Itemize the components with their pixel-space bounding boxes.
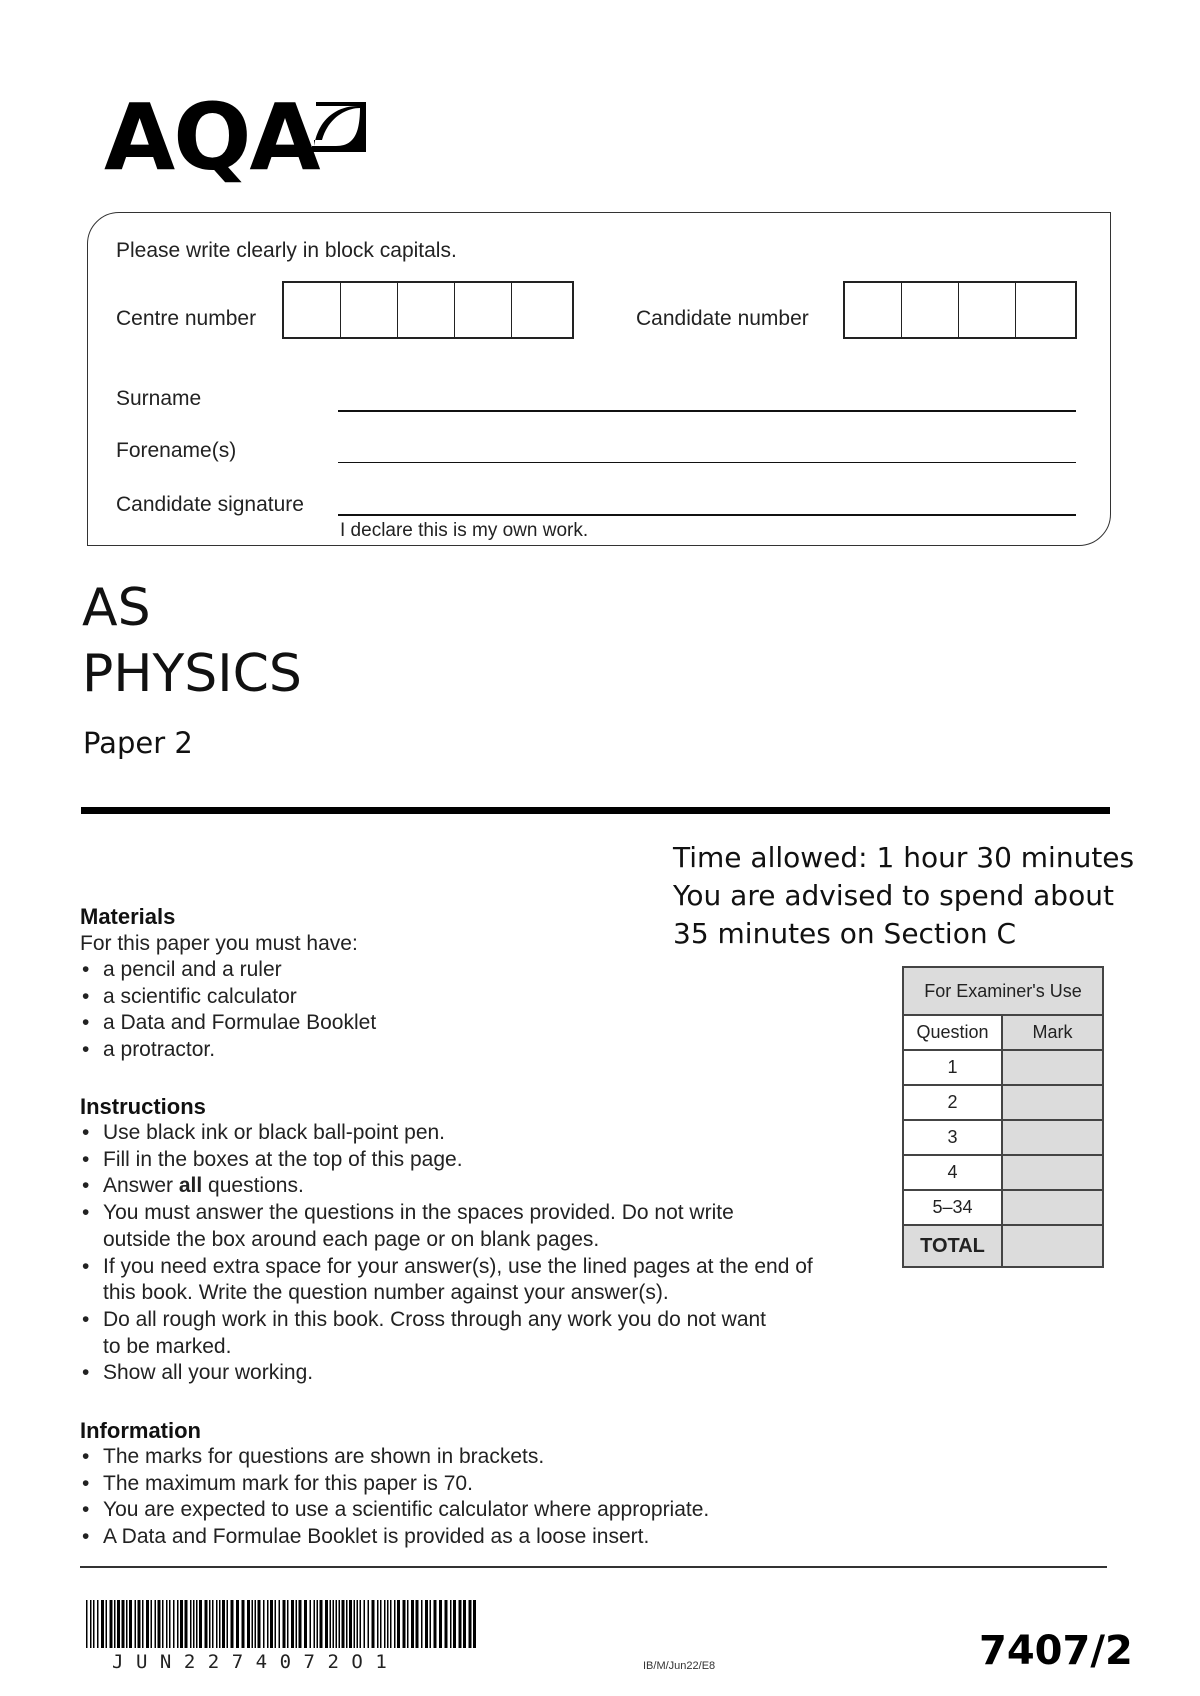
barcode-bar (283, 1600, 286, 1648)
logo-text: AQA (104, 84, 319, 191)
time-line-2: You are advised to spend about (673, 879, 1114, 912)
barcode-bar (185, 1600, 188, 1648)
barcode-bar (372, 1600, 375, 1648)
barcode-bar (126, 1600, 128, 1648)
barcode-bar (142, 1600, 144, 1648)
barcode-bar (117, 1600, 120, 1648)
reference-code: IB/M/Jun22/E8 (643, 1660, 716, 1672)
barcode-bar (364, 1600, 366, 1648)
surname-field[interactable] (338, 410, 1076, 412)
barcode-bar (314, 1600, 316, 1648)
barcode-bar (199, 1600, 202, 1648)
list-item (80, 1307, 880, 1360)
candidate-digit-box[interactable] (845, 283, 902, 337)
total-label: TOTAL (903, 1225, 1002, 1267)
barcode-bar (291, 1600, 294, 1648)
barcode-bar (110, 1600, 113, 1648)
barcode-bar (299, 1600, 302, 1648)
centre-digit-box[interactable] (512, 283, 569, 337)
text-line: • You must answer the questions in the spaces provided. Do not write (103, 1201, 734, 1225)
heading-divider (81, 807, 1110, 814)
information-heading: Information (80, 1418, 201, 1443)
leaf-icon (308, 96, 370, 158)
barcode-bar (445, 1600, 448, 1648)
barcode-bar (473, 1600, 476, 1648)
barcode-bar (416, 1600, 419, 1648)
barcode-bar (97, 1600, 99, 1648)
text-span: Answer (103, 1174, 179, 1198)
barcode-bar (101, 1600, 104, 1648)
barcode-bar (463, 1600, 466, 1648)
total-mark-cell (1002, 1225, 1103, 1267)
barcode-bar (453, 1600, 456, 1648)
barcode-bar (387, 1600, 389, 1648)
forename-label: Forename(s) (116, 439, 237, 462)
barcode-bar (384, 1600, 386, 1648)
barcode-bar (151, 1600, 153, 1648)
examiner-heading: For Examiner's Use (903, 967, 1103, 1015)
barcode-bar (180, 1600, 183, 1648)
barcode-bar (252, 1600, 254, 1648)
barcode-bar (317, 1600, 319, 1648)
list-item: • The marks for questions are shown in brackets. (80, 1444, 880, 1471)
candidate-digit-box[interactable] (959, 283, 1016, 337)
list-item: • A Data and Formulae Booklet is provided as a loose insert. (80, 1524, 880, 1551)
barcode-bar (138, 1600, 141, 1648)
question-number: 4 (903, 1155, 1002, 1190)
list-item: • a scientific calculator (80, 984, 840, 1011)
barcode-bar (122, 1600, 125, 1648)
barcode-bar (430, 1600, 432, 1648)
table-row (903, 1190, 1103, 1225)
barcode-bar (342, 1600, 345, 1648)
list-item: • Show all your working. (80, 1360, 880, 1387)
barcode-bar (196, 1600, 198, 1648)
signature-field[interactable] (338, 514, 1076, 516)
barcode-bar (469, 1600, 472, 1648)
paper-title: Paper 2 (83, 726, 193, 760)
barcode-bar (279, 1600, 281, 1648)
list-item: • a protractor. (80, 1037, 840, 1064)
materials-list (80, 957, 840, 1064)
qualification-level: AS (82, 578, 151, 638)
materials-heading: Materials (80, 904, 176, 929)
centre-digit-box[interactable] (455, 283, 512, 337)
candidate-digit-box[interactable] (902, 283, 959, 337)
barcode-bar (407, 1600, 409, 1648)
barcode-bar (231, 1600, 234, 1648)
barcode-bar (216, 1600, 218, 1648)
list-item (80, 1254, 880, 1307)
surname-label: Surname (116, 387, 202, 410)
list-item: • Fill in the boxes at the top of this page. (80, 1147, 880, 1174)
centre-digit-box[interactable] (341, 283, 398, 337)
barcode-bar (258, 1600, 261, 1648)
instructions-section (80, 1094, 880, 1387)
list-item (80, 1173, 880, 1200)
text-line: to be marked. (103, 1334, 232, 1358)
barcode-bar (212, 1600, 214, 1648)
declaration-text: I declare this is my own work. (340, 520, 589, 541)
centre-number-label: Centre number (116, 307, 257, 330)
information-list (80, 1444, 880, 1551)
barcode-bar (333, 1600, 335, 1648)
barcode-bar (368, 1600, 370, 1648)
mark-cell (1002, 1155, 1103, 1190)
barcode-bar (93, 1600, 95, 1648)
barcode-bar (190, 1600, 192, 1648)
time-line-3: 35 minutes on Section C (673, 917, 1017, 950)
barcode-bar (169, 1600, 171, 1648)
barcode-bar (205, 1600, 208, 1648)
barcode-bar (86, 1600, 88, 1648)
barcode-bar (330, 1600, 332, 1648)
instructions-list (80, 1120, 880, 1387)
text-line: this book. Write the question number against your answer(s). (103, 1281, 669, 1305)
barcode-bar (177, 1600, 179, 1648)
barcode-bar (247, 1600, 250, 1648)
list-item: • The maximum mark for this paper is 70. (80, 1471, 880, 1498)
barcode-bar (403, 1600, 406, 1648)
barcode-bar (158, 1600, 161, 1648)
barcode-bar (411, 1600, 414, 1648)
paper-code: 7407/2 (979, 1628, 1133, 1674)
centre-digit-box[interactable] (284, 283, 341, 337)
text-span: questions. (202, 1174, 304, 1198)
barcode-bar (270, 1600, 273, 1648)
block-capitals-instruction: Please write clearly in block capitals. (116, 239, 457, 262)
list-item (80, 1200, 880, 1253)
forename-field[interactable] (338, 462, 1076, 463)
centre-number-boxes[interactable] (282, 281, 574, 339)
text-line: outside the box around each page or on blank pages. (103, 1227, 600, 1251)
candidate-number-label: Candidate number (636, 307, 809, 330)
table-row (903, 1085, 1103, 1120)
list-item: • a Data and Formulae Booklet (80, 1010, 840, 1037)
information-section (80, 1418, 880, 1551)
barcode-bar (310, 1600, 312, 1648)
barcode-bar (275, 1600, 277, 1648)
question-number: 3 (903, 1120, 1002, 1155)
barcode-bar (287, 1600, 289, 1648)
barcode-bar (434, 1600, 437, 1648)
barcode-bar (135, 1600, 137, 1648)
barcode-bar (146, 1600, 149, 1648)
barcode-bar (114, 1600, 116, 1648)
barcode-bar (439, 1600, 442, 1648)
emphasis-all: all (178, 1174, 203, 1198)
barcode-bar (255, 1600, 257, 1648)
barcode-bar (162, 1600, 164, 1648)
table-row (903, 1155, 1103, 1190)
question-number: 2 (903, 1085, 1002, 1120)
barcode-bar (320, 1600, 323, 1648)
barcode-bar (339, 1600, 341, 1648)
barcode-bar (394, 1600, 396, 1648)
barcode-bar (425, 1600, 428, 1648)
barcode-bar (106, 1600, 108, 1648)
materials-intro: For this paper you must have: (80, 932, 358, 955)
total-row (903, 1225, 1103, 1267)
barcode-bar (155, 1600, 157, 1648)
barcode-bar (209, 1600, 211, 1648)
question-column-header: Question (903, 1015, 1002, 1050)
barcode-bar (459, 1600, 462, 1648)
materials-section (80, 904, 840, 1064)
barcode-bar (166, 1600, 168, 1648)
mark-cell (1002, 1120, 1103, 1155)
table-row (903, 1120, 1103, 1155)
mark-column-header: Mark (1002, 1015, 1103, 1050)
aqa-logo (104, 84, 319, 191)
candidate-digit-box[interactable] (1016, 283, 1073, 337)
barcode-bar (377, 1600, 379, 1648)
question-number: 5–34 (903, 1190, 1002, 1225)
barcode-bar (336, 1600, 338, 1648)
barcode-bar (380, 1600, 382, 1648)
barcode-bar (219, 1600, 221, 1648)
mark-cell (1002, 1050, 1103, 1085)
barcode-bar (129, 1600, 132, 1648)
barcode-bar (173, 1600, 175, 1648)
examiner-use-table (902, 966, 1104, 1268)
barcode-bar (242, 1600, 245, 1648)
barcode-bar (397, 1600, 400, 1648)
barcode-bar (263, 1600, 265, 1648)
barcode-bar (349, 1600, 352, 1648)
mark-cell (1002, 1085, 1103, 1120)
time-line-1: Time allowed: 1 hour 30 minutes (673, 841, 1135, 874)
barcode-bar (421, 1600, 423, 1648)
barcode-bar (193, 1600, 195, 1648)
barcode-bar (357, 1600, 359, 1648)
barcode-bar (236, 1600, 239, 1648)
list-item: • Use black ink or black ball-point pen. (80, 1120, 880, 1147)
candidate-number-boxes[interactable] (843, 281, 1077, 339)
barcode-bar (304, 1600, 307, 1648)
list-item: • You are expected to use a scientific calculator where appropriate. (80, 1497, 880, 1524)
mark-cell (1002, 1190, 1103, 1225)
barcode-bar (267, 1600, 269, 1648)
question-number: 1 (903, 1050, 1002, 1085)
text-line: • If you need extra space for your answer(s), use the lined pages at the end of (103, 1254, 813, 1278)
barcode-bar (450, 1600, 452, 1648)
barcode-bar (360, 1600, 362, 1648)
signature-label: Candidate signature (116, 493, 304, 516)
barcode-bar (296, 1600, 298, 1648)
centre-digit-box[interactable] (398, 283, 455, 337)
barcode-bar (222, 1600, 225, 1648)
barcode-bar (346, 1600, 348, 1648)
barcode-image (86, 1600, 476, 1648)
barcode-bar (90, 1600, 92, 1648)
barcode-bar (227, 1600, 229, 1648)
footer-divider (80, 1566, 1107, 1568)
barcode-text: JUN2274072O1 (112, 1651, 400, 1673)
instructions-heading: Instructions (80, 1094, 206, 1119)
candidate-details-box (87, 212, 1111, 546)
barcode-bar (325, 1600, 328, 1648)
list-item: • a pencil and a ruler (80, 957, 840, 984)
table-row (903, 1050, 1103, 1085)
barcode-bar (354, 1600, 356, 1648)
text-line: • Do all rough work in this book. Cross through any work you do not want (103, 1307, 767, 1331)
barcode-bar (390, 1600, 392, 1648)
subject-title: PHYSICS (82, 644, 302, 704)
